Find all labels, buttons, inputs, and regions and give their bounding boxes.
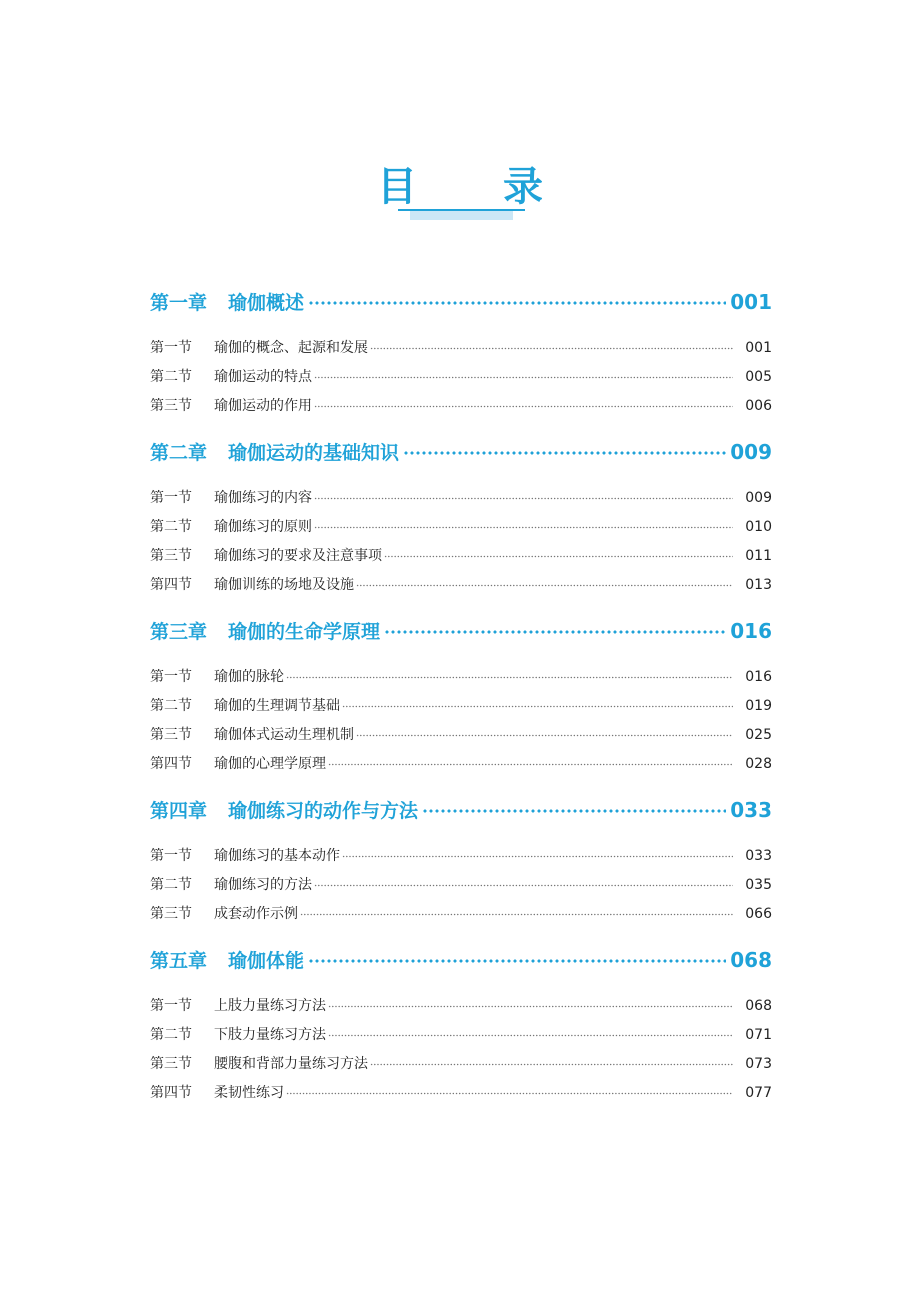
toc-heading [0, 163, 920, 223]
chapter-page-number: 001 [730, 290, 772, 314]
chapter-entry[interactable] [150, 944, 772, 977]
section-number: 第一节 [150, 340, 192, 356]
dot-leader [286, 1092, 733, 1095]
dot-leader [300, 913, 733, 916]
chapter-number: 第四章 [150, 800, 208, 822]
section-title: 柔韧性练习 [214, 1085, 284, 1101]
section-title: 上肢力量练习方法 [214, 998, 326, 1014]
section-entry[interactable] [150, 542, 772, 571]
section-page-number: 073 [745, 1056, 772, 1072]
section-title: 腰腹和背部力量练习方法 [214, 1056, 368, 1072]
section-entry[interactable] [150, 571, 772, 600]
section-list [150, 334, 772, 421]
dot-leader [342, 855, 733, 858]
section-number: 第三节 [150, 906, 192, 922]
dot-leader [314, 405, 733, 408]
section-title: 下肢力量练习方法 [214, 1027, 326, 1043]
section-page-number: 068 [745, 998, 772, 1014]
section-title: 瑜伽的概念、起源和发展 [214, 340, 368, 356]
dot-leader [328, 1005, 733, 1008]
chapter-number: 第二章 [150, 442, 208, 464]
section-page-number: 013 [745, 577, 772, 593]
section-page-number: 009 [745, 490, 772, 506]
section-entry[interactable] [150, 392, 772, 421]
section-entry[interactable] [150, 663, 772, 692]
section-page-number: 077 [745, 1085, 772, 1101]
dot-leader [403, 451, 726, 455]
section-entry[interactable] [150, 513, 772, 542]
chapter-entry[interactable] [150, 286, 772, 319]
section-entry[interactable] [150, 1050, 772, 1079]
section-title: 瑜伽练习的要求及注意事项 [214, 548, 382, 564]
chapter-page-number: 009 [730, 440, 772, 464]
section-number: 第三节 [150, 727, 192, 743]
dot-leader [314, 497, 733, 500]
chapter-number: 第三章 [150, 621, 208, 643]
section-number: 第二节 [150, 698, 192, 714]
section-entry[interactable] [150, 721, 772, 750]
section-number: 第二节 [150, 369, 192, 385]
section-title: 瑜伽体式运动生理机制 [214, 727, 354, 743]
section-entry[interactable] [150, 334, 772, 363]
dot-leader [356, 734, 733, 737]
section-entry[interactable] [150, 1021, 772, 1050]
dot-leader [384, 630, 726, 634]
section-title: 瑜伽的脉轮 [214, 669, 284, 685]
chapter-title: 瑜伽运动的基础知识 [228, 442, 400, 464]
section-title: 瑜伽的生理调节基础 [214, 698, 340, 714]
chapter-title: 瑜伽体能 [228, 950, 305, 972]
section-entry[interactable] [150, 842, 772, 871]
section-entry[interactable] [150, 363, 772, 392]
section-number: 第四节 [150, 577, 192, 593]
section-title: 瑜伽运动的作用 [214, 398, 312, 414]
dot-leader [356, 584, 733, 587]
dot-leader [286, 676, 733, 679]
section-number: 第四节 [150, 756, 192, 772]
section-number: 第一节 [150, 998, 192, 1014]
dot-leader [342, 705, 733, 708]
section-number: 第二节 [150, 1027, 192, 1043]
dot-leader [314, 884, 733, 887]
dot-leader [328, 1034, 733, 1037]
section-page-number: 016 [745, 669, 772, 685]
chapter-page-number: 068 [730, 948, 772, 972]
section-number: 第二节 [150, 519, 192, 535]
dot-leader [314, 376, 733, 379]
section-page-number: 001 [745, 340, 772, 356]
section-entry[interactable] [150, 750, 772, 779]
section-page-number: 071 [745, 1027, 772, 1043]
section-number: 第一节 [150, 848, 192, 864]
section-number: 第二节 [150, 877, 192, 893]
dot-leader [314, 526, 733, 529]
section-title: 瑜伽练习的方法 [214, 877, 312, 893]
section-entry[interactable] [150, 692, 772, 721]
section-title: 瑜伽训练的场地及设施 [214, 577, 354, 593]
section-list [150, 992, 772, 1108]
section-page-number: 011 [745, 548, 772, 564]
section-page-number: 033 [745, 848, 772, 864]
section-number: 第三节 [150, 548, 192, 564]
table-of-contents [150, 286, 772, 1123]
section-title: 瑜伽的心理学原理 [214, 756, 326, 772]
section-page-number: 019 [745, 698, 772, 714]
dot-leader [308, 301, 726, 305]
chapter-number: 第一章 [150, 292, 208, 314]
dot-leader [384, 555, 733, 558]
section-list [150, 663, 772, 779]
section-number: 第三节 [150, 398, 192, 414]
dot-leader [370, 347, 733, 350]
chapter-title: 瑜伽练习的动作与方法 [228, 800, 419, 822]
dot-leader [422, 809, 726, 813]
chapter-page-number: 033 [730, 798, 772, 822]
section-title: 瑜伽练习的基本动作 [214, 848, 340, 864]
section-title: 成套动作示例 [214, 906, 298, 922]
section-title: 瑜伽练习的原则 [214, 519, 312, 535]
section-entry[interactable] [150, 871, 772, 900]
section-page-number: 025 [745, 727, 772, 743]
section-number: 第一节 [150, 490, 192, 506]
section-entry[interactable] [150, 1079, 772, 1108]
dot-leader [308, 959, 726, 963]
chapter-entry[interactable] [150, 615, 772, 648]
section-page-number: 006 [745, 398, 772, 414]
dot-leader [370, 1063, 733, 1066]
section-entry[interactable] [150, 484, 772, 513]
section-page-number: 035 [745, 877, 772, 893]
dot-leader [328, 763, 733, 766]
section-title: 瑜伽运动的特点 [214, 369, 312, 385]
chapter-entry[interactable] [150, 794, 772, 827]
chapter-title: 瑜伽的生命学原理 [228, 621, 381, 643]
section-list [150, 484, 772, 600]
chapter-entry[interactable] [150, 436, 772, 469]
section-title: 瑜伽练习的内容 [214, 490, 312, 506]
section-number: 第三节 [150, 1056, 192, 1072]
section-entry[interactable] [150, 900, 772, 929]
section-page-number: 005 [745, 369, 772, 385]
page-title: 目 录 [377, 164, 579, 210]
chapter-title: 瑜伽概述 [228, 292, 305, 314]
section-page-number: 010 [745, 519, 772, 535]
section-entry[interactable] [150, 992, 772, 1021]
title-highlight-bar [410, 210, 513, 220]
section-list [150, 842, 772, 929]
section-number: 第一节 [150, 669, 192, 685]
section-page-number: 066 [745, 906, 772, 922]
chapter-page-number: 016 [730, 619, 772, 643]
section-number: 第四节 [150, 1085, 192, 1101]
chapter-number: 第五章 [150, 950, 208, 972]
section-page-number: 028 [745, 756, 772, 772]
